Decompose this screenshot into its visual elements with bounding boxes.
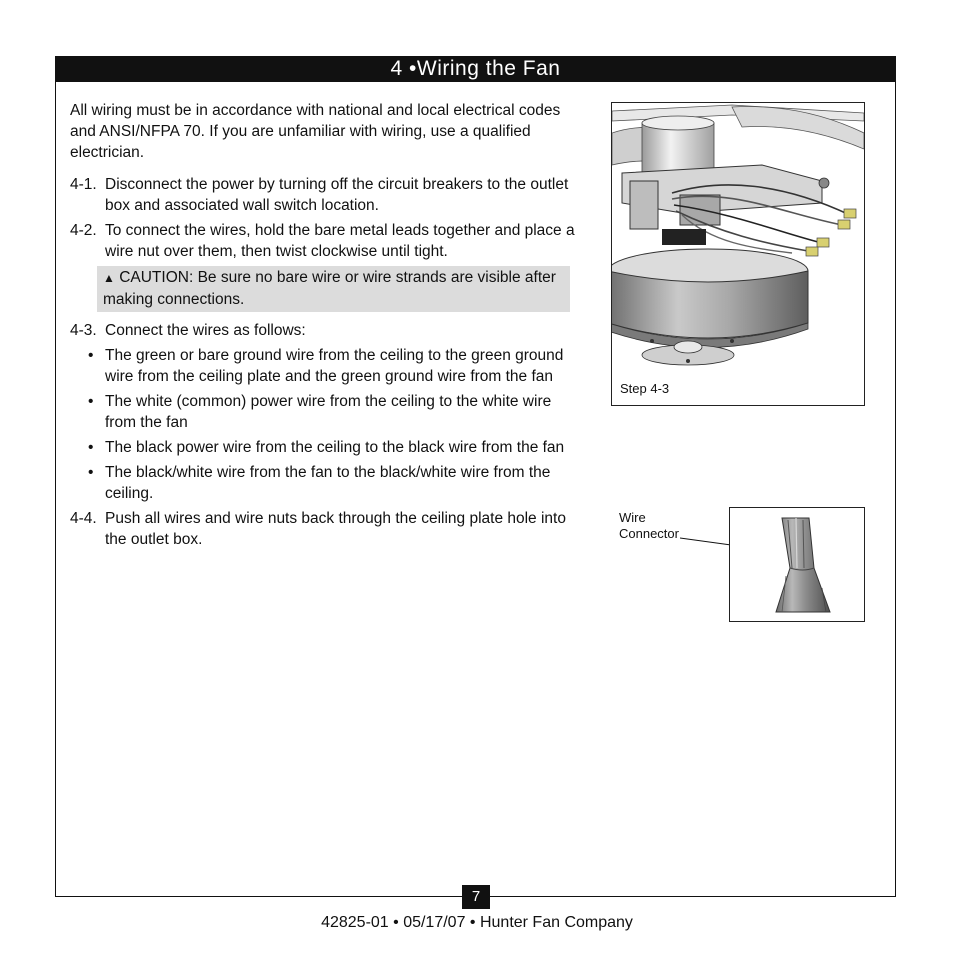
step-text: To connect the wires, hold the bare metal leads together and place a wire nut over them, then twist clockwise until tight. — [105, 222, 575, 260]
wire-nut-illustration — [730, 508, 864, 621]
step-number: 4-1. — [70, 176, 97, 193]
step-4-2 — [70, 220, 582, 262]
step-number: 4-4. — [70, 510, 97, 527]
figure-step-4-3 — [611, 102, 865, 406]
caution-box — [97, 266, 570, 312]
wire-connector-label: Wire Connector — [619, 510, 679, 541]
bullet-icon: • — [88, 464, 94, 481]
step-text: Push all wires and wire nuts back through the ceiling plate hole into the outlet box. — [105, 510, 566, 548]
list-item: • The green or bare ground wire from the ceiling to the green ground wire from the ceiling plate and the green ground wire from the fan — [88, 347, 564, 385]
step-4-4 — [70, 508, 582, 550]
section-title: 4 •Wiring the Fan — [390, 57, 561, 80]
step-text: Connect the wires as follows: — [105, 322, 306, 339]
caution-text: CAUTION: Be sure no bare wire or wire strands are visible after making connections. — [103, 269, 556, 308]
instructions-column — [70, 100, 582, 554]
step-4-1 — [70, 174, 582, 216]
warning-triangle-icon: ▲ — [103, 271, 115, 285]
step-number: 4-2. — [70, 222, 97, 239]
intro-paragraph: All wiring must be in accordance with national and local electrical codes and ANSI/NFPA 70. If you are unfamiliar with wiring, use a qualified electrician. — [70, 102, 561, 161]
step-4-3 — [70, 320, 582, 341]
bullet-icon: • — [88, 393, 94, 410]
list-item: • The black/white wire from the fan to the black/white wire from the ceiling. — [88, 464, 551, 502]
section-header — [55, 56, 896, 82]
figure-caption: Step 4-3 — [620, 381, 670, 396]
list-item: • The white (common) power wire from the ceiling to the white wire from the fan — [88, 393, 552, 431]
step-number: 4-3. — [70, 322, 97, 339]
bullet-icon: • — [88, 439, 94, 456]
figure-wire-connector — [729, 507, 865, 622]
bullet-icon: • — [88, 347, 94, 364]
list-item: • The black power wire from the ceiling to the black wire from the fan — [88, 439, 565, 456]
fan-wiring-illustration — [612, 103, 864, 373]
page-number: 7 — [462, 885, 490, 909]
step-text: Disconnect the power by turning off the circuit breakers to the outlet box and associated wall switch location. — [105, 176, 569, 214]
wire-connection-list — [70, 345, 582, 504]
footer-text: 42825-01 • 05/17/07 • Hunter Fan Company — [321, 914, 633, 931]
